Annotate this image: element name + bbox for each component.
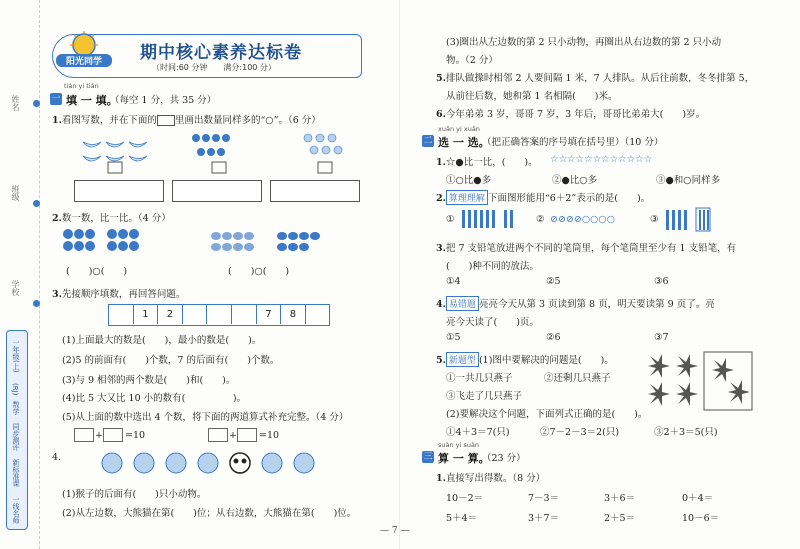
option[interactable]: ② [536, 214, 545, 225]
number-cell: 1 [134, 305, 159, 324]
hedgehog-icon [198, 453, 218, 473]
question-number: 4. [52, 452, 62, 463]
tree-icon [192, 134, 230, 156]
page-number: — 7 — [380, 526, 410, 536]
question-text: ( )种不同的放法。 [446, 261, 539, 272]
school-label: 学校 [11, 280, 20, 296]
class-label: 班级 [11, 185, 20, 201]
cat-icon [294, 453, 314, 473]
plus-sign: + [95, 430, 103, 441]
counting-pictures [78, 132, 358, 174]
question-text: 3.把 7 支铅笔放进两个不同的笔筒里，每个笔筒里至少有 1 支铅笔，有 [436, 243, 737, 254]
calc-item[interactable]: 2＋5＝ [604, 513, 636, 524]
animal-row [100, 448, 330, 478]
section-heading [422, 134, 782, 148]
sub-question: (4)比 5 大又比 10 小的数有( )。 [62, 393, 247, 404]
option[interactable]: ②●比○多 [552, 175, 598, 186]
sub-question: (2)从左边数，大熊猫在第( )位；从右边数，大熊猫在第( )位。 [62, 508, 357, 519]
question-text: 4. 易错题 亮亮今天从第 3 页读到第 8 页，明天要读第 9 页了。亮 [436, 296, 715, 311]
option[interactable]: ③2＋3＝5(只) [654, 427, 718, 438]
section-badge: 一 [51, 94, 61, 104]
option[interactable]: ③6 [654, 276, 669, 287]
equation-box[interactable] [103, 428, 123, 442]
section-pinyin: xuǎn yi xuǎn [438, 125, 480, 133]
name-label: 姓名 [11, 95, 20, 111]
rabbit-icon [262, 453, 282, 473]
question-text: 从前往后数，她和第 1 名相隔( )米。 [446, 91, 618, 102]
section-badge: 二 [423, 136, 433, 146]
page-title: 期中核心素养达标卷 [140, 43, 302, 63]
banana-icon [83, 142, 147, 161]
equation-box[interactable] [208, 428, 228, 442]
snail-icon [211, 232, 254, 251]
section-name: 算 一 算。 [438, 452, 490, 465]
question-text: 2.数一数，比一比。（4 分） [52, 213, 171, 224]
number-cell: 7 [257, 305, 282, 324]
number-cell[interactable] [306, 305, 331, 324]
answer-box[interactable] [74, 180, 164, 202]
bug-icon [277, 232, 320, 251]
sub-question: (3)与 9 相邻的两个数是( )和( )。 [62, 375, 236, 386]
question-text: 5.排队做操时相邻 2 人要间隔 1 米，7 人排队。从后往前数，冬冬排第 5， [436, 73, 755, 84]
section-name: 选 一 选。 [438, 136, 490, 149]
option[interactable]: ③ [650, 214, 659, 225]
spine-text: 同步测评 [12, 423, 20, 451]
number-line [108, 304, 330, 326]
spine-text: 数学 [12, 401, 20, 415]
spine-text: 新标准课 [12, 459, 20, 487]
calc-item[interactable]: 10－6＝ [682, 513, 720, 524]
section-rule: （每空 1 分，共 35 分） [110, 95, 217, 106]
number-cell: 8 [281, 305, 306, 324]
plus-sign: + [229, 430, 237, 441]
binding-dot [33, 300, 40, 307]
question-text: 2. 算理理解 下面图形能用“6＋2”表示的是( )。 [436, 190, 650, 205]
number-cell[interactable] [109, 305, 134, 324]
equation-box[interactable] [237, 428, 257, 442]
question-text: 1.看图写数，并在下面的 里画出数量同样多的“○”。（6 分） [52, 115, 321, 126]
number-cell[interactable] [232, 305, 257, 324]
deer-icon [166, 453, 186, 473]
question-tag: 易错题 [446, 296, 479, 311]
question-tag: 新题型 [446, 352, 479, 367]
option[interactable]: ①4 [446, 276, 461, 287]
panda-icon [230, 453, 250, 473]
equation-result: =10 [125, 430, 146, 441]
section-heading [50, 92, 350, 106]
option[interactable]: ③7 [654, 332, 669, 343]
calc-item[interactable]: 0＋4＝ [682, 493, 714, 504]
question-text: 1.☆●比一比，( )。 [436, 157, 538, 168]
calc-item[interactable]: 7－3＝ [528, 493, 560, 504]
section-badge: 三 [423, 452, 433, 462]
question-text: 1.直接写出得数。（8 分） [436, 473, 546, 484]
question-text: 亮今天读了( )页。 [446, 317, 539, 328]
option[interactable]: ②还剩几只燕子 [544, 373, 611, 384]
star-row: ☆☆☆☆☆☆☆☆☆☆☆☆ [550, 154, 653, 165]
binding-dot [33, 200, 40, 207]
swallow-icon [648, 354, 698, 406]
compare-blank[interactable]: ( )○( ) [228, 266, 290, 277]
spine-text: (RJ) [11, 383, 19, 396]
page-fold [399, 0, 400, 549]
question-text: 6.今年弟弟 3 岁，哥哥 7 岁，3 年后，哥哥比弟弟大( )岁。 [436, 109, 706, 120]
sun-logo-icon [50, 30, 118, 70]
dinosaur-icon [134, 453, 154, 473]
bars-figure [664, 206, 724, 232]
question-text: 3.先接顺序填数，再回答问题。 [52, 289, 186, 300]
section-pinyin: tián yi tián [64, 82, 99, 90]
option[interactable]: ① [446, 214, 455, 225]
question-text: 5. 新题型 (1)图中要解决的问题是( )。 [436, 352, 614, 367]
answer-box[interactable] [270, 180, 360, 202]
option[interactable]: ①○比●多 [446, 175, 492, 186]
bird-icon [304, 134, 342, 154]
option[interactable]: ③●和○同样多 [656, 175, 721, 186]
binding-dot [33, 100, 40, 107]
calc-item[interactable]: 3＋6＝ [604, 493, 636, 504]
circles-figure: ⊘⊘⊘⊘○○○○ [550, 214, 615, 225]
section-rule: （23 分） [482, 453, 526, 464]
equation-result: =10 [259, 430, 280, 441]
option[interactable]: ②5 [546, 276, 561, 287]
spine-text: 一年级(上) [12, 339, 20, 373]
option[interactable]: ②6 [546, 332, 561, 343]
option[interactable]: ①4＋3＝7(只) [446, 427, 510, 438]
calc-item[interactable]: 5＋4＝ [446, 513, 478, 524]
comparison-pictures [60, 228, 360, 256]
option[interactable]: ②7－2－3＝2(只) [540, 427, 620, 438]
compare-blank[interactable]: ( )○( ) [66, 266, 128, 277]
number-cell[interactable] [183, 305, 208, 324]
option[interactable]: ③飞走了几只燕子 [446, 391, 523, 402]
monkey-icon [102, 453, 122, 473]
number-cell: 2 [158, 305, 183, 324]
section-rule: （把正确答案的序号填在括号里）（10 分） [482, 137, 664, 148]
calc-item[interactable]: 10－2＝ [446, 493, 484, 504]
equation-box[interactable] [74, 428, 94, 442]
sub-question: (2)要解决这个问题，下面列式正确的是( )。 [446, 409, 648, 420]
option[interactable]: ①一共几只燕子 [446, 373, 513, 384]
ball-icon [63, 229, 139, 251]
sub-question: (1)上面最大的数是( )，最小的数是( )。 [62, 335, 262, 346]
sub-question: (1)猴子的后面有( )只小动物。 [62, 489, 207, 500]
sub-question: (5)从上面的数中选出 4 个数，将下面的两道算式补充完整。（4 分） [62, 412, 349, 423]
swallows-figure [640, 348, 756, 414]
logo-text: 阳光同学 [65, 57, 103, 67]
answer-box[interactable] [172, 180, 262, 202]
page-subtitle: （时间:60 分钟 满分:100 分） [152, 63, 276, 72]
option[interactable]: ①5 [446, 332, 461, 343]
section-pinyin: suàn yi suàn [438, 441, 480, 449]
sub-question: (2)5 的前面有( )个数，7 的后面有( )个数。 [62, 355, 280, 366]
sticks-figure [460, 208, 520, 230]
number-cell[interactable] [207, 305, 232, 324]
section-heading [422, 450, 722, 464]
section-name: 填 一 填。 [66, 94, 118, 107]
question-tag: 算理理解 [446, 190, 488, 205]
spine-text: 一线名师 [12, 496, 20, 524]
book-spine [6, 330, 28, 530]
question-text: 物。（2 分） [446, 55, 498, 66]
question-text: (3)圈出从左边数的第 2 只小动物，再圈出从右边数的第 2 只小动 [446, 37, 722, 48]
calc-item[interactable]: 3＋7＝ [528, 513, 560, 524]
